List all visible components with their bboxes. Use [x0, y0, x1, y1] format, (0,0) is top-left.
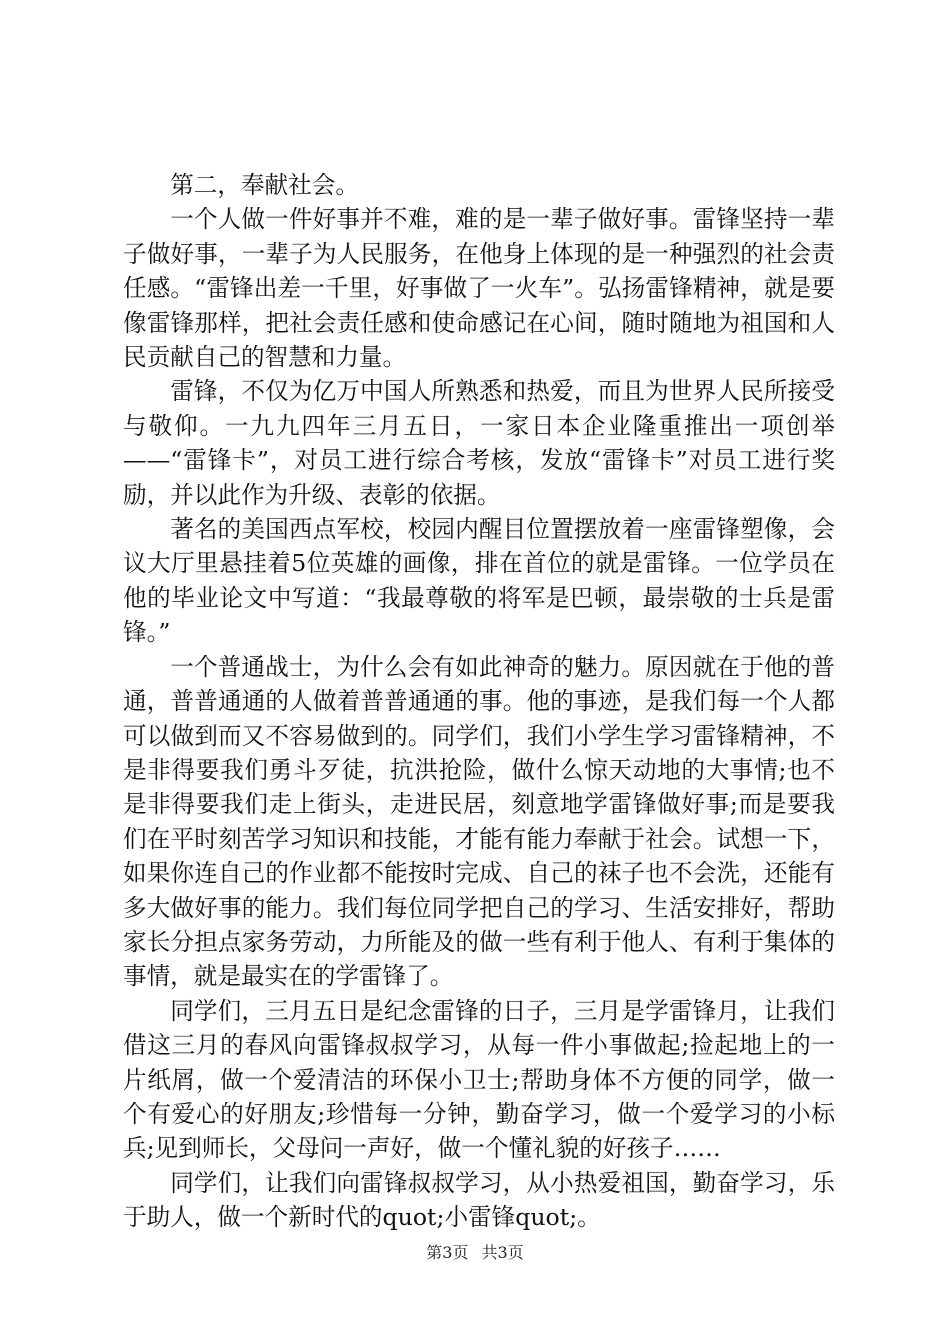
- paragraph: 第二，奉献社会。: [170, 171, 359, 199]
- page-number: 第3页: [426, 1243, 469, 1262]
- page-footer: [0, 1243, 950, 1263]
- paragraph: 著名的美国西点军校，校园内醒目位置摆放着一座雷锋塑像，会议大厅里悬挂着5位英雄的画像，排在首位的就是雷锋。一位学员在他的毕业论文中写道：“我最尊敬的将军是巴顿，最崇敬的士兵是雷锋。”: [123, 515, 835, 647]
- paragraph: 同学们，让我们向雷锋叔叔学习，从小热爱祖国，勤奋学习，乐于助人，做一个新时代的quot;小雷锋quot;。: [123, 1168, 835, 1232]
- page-total: 共3页: [481, 1243, 524, 1262]
- paragraph: 同学们，三月五日是纪念雷锋的日子，三月是学雷锋月，让我们借这三月的春风向雷锋叔叔学习，从每一件小事做起;捡起地上的一片纸屑，做一个爱清洁的环保小卫士;帮助身体不方便的同学，做一个有爱心的好朋友;珍惜每一分钟，勤奋学习，做一个爱学习的小标兵;见到师长，父母问一声好，做一个懂礼貌的好孩子……: [123, 996, 835, 1163]
- paragraph: 一个普通战士，为什么会有如此神奇的魅力。原因就在于他的普通，普普通通的人做着普普通通的事。他的事迹，是我们每一个人都可以做到而又不容易做到的。同学们，我们小学生学习雷锋精神，不是非得要我们勇斗歹徒，抗洪抢险，做什么惊天动地的大事情;也不是非得要我们走上街头，走进民居，刻意地学雷锋做好事;而是要我们在平时刻苦学习知识和技能，才能有能力奉献于社会。试想一下，如果你连自己的作业都不能按时完成、自己的袜子也不会洗，还能有多大做好事的能力。我们每位同学把自己的学习、生活安排好，帮助家长分担点家务劳动，力所能及的做一些有利于他人、有利于集体的事情，就是最实在的学雷锋了。: [123, 652, 835, 991]
- paragraph: 雷锋，不仅为亿万中国人所熟悉和热爱，而且为世界人民所接受与敬仰。一九九四年三月五日，一家日本企业隆重推出一项创举——“雷锋卡”，对员工进行综合考核，发放“雷锋卡”对员工进行奖励，并以此作为升级、表彰的依据。: [123, 377, 835, 509]
- paragraph: 一个人做一件好事并不难，难的是一辈子做好事。雷锋坚持一辈子做好事，一辈子为人民服务，在他身上体现的是一种强烈的社会责任感。“雷锋出差一千里，好事做了一火车”。弘扬雷锋精神，就是要像雷锋那样，把社会责任感和使命感记在心间，随时随地为祖国和人民贡献自己的智慧和力量。: [123, 205, 835, 372]
- document-body: [123, 168, 835, 1235]
